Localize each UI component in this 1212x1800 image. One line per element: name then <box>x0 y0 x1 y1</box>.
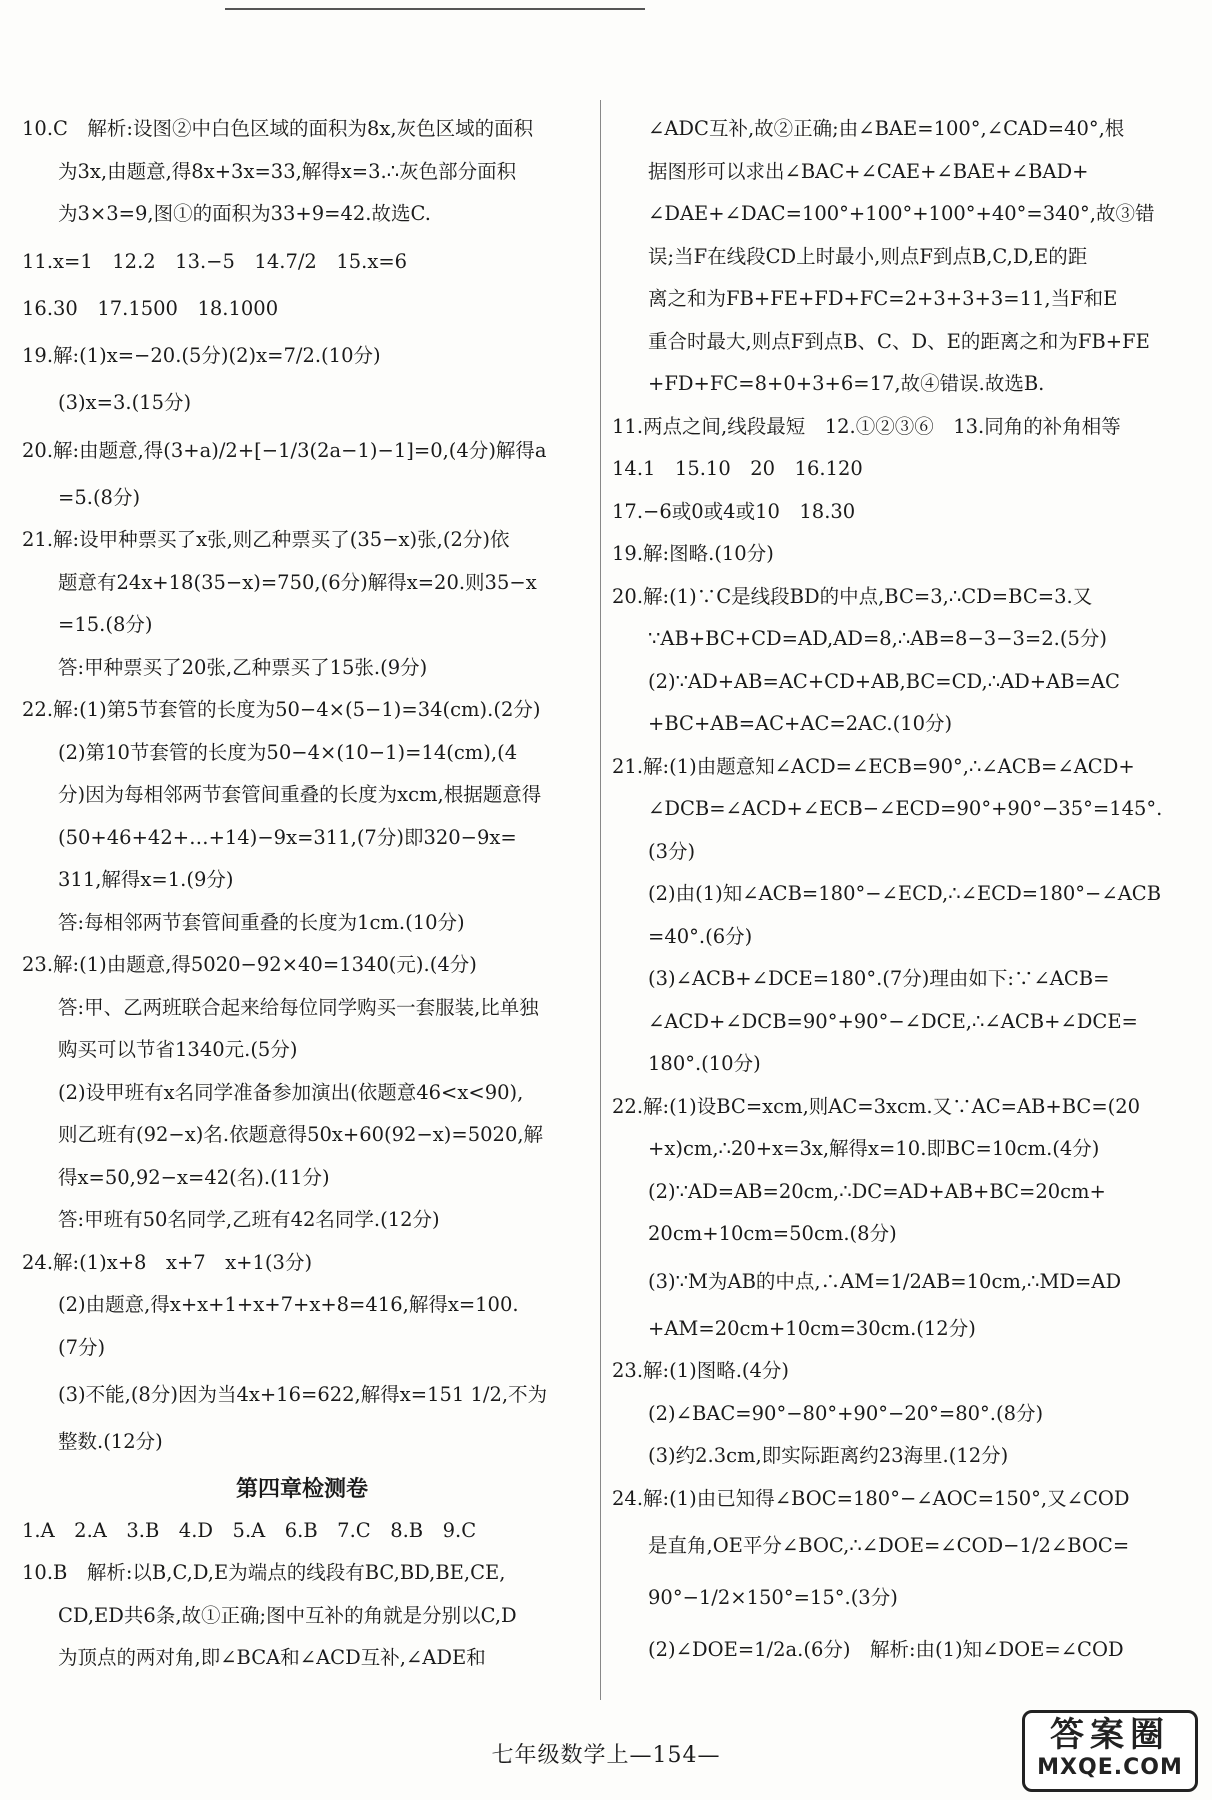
left-column <box>22 108 582 1680</box>
text-line: 答:甲、乙两班联合起来给每位同学购买一套服装,比单独 <box>58 995 539 1019</box>
text-line: =40°.(6分) <box>648 924 753 948</box>
text-line: 为3×3=9,图①的面积为33+9=42.故选C. <box>58 202 431 225</box>
text-line: (2)设甲班有x名同学准备参加演出(依题意46<x<90), <box>58 1080 524 1104</box>
text-line: 23.解:(1)由题意,得5020−92×40=1340(元).(4分) <box>22 953 477 976</box>
text-line: +x)cm,∴20+x=3x,解得x=10.即BC=10cm.(4分) <box>648 1137 1100 1160</box>
text-line: +FD+FC=8+0+3+6=17,故④错误.故选B. <box>648 372 1045 395</box>
text-line: ∠DCB=∠ACD+∠ECB−∠ECD=90°+90°−35°=145°. <box>648 797 1163 820</box>
text-line: (2)∵AD=AB=20cm,∴DC=AD+AB+BC=20cm+ <box>648 1179 1106 1203</box>
text-line: ∵AB+BC+CD=AD,AD=8,∴AB=8−3−3=2.(5分) <box>648 627 1108 650</box>
text-line: (2)∠DOE=1/2a.(6分) 解析:由(1)知∠DOE=∠COD <box>648 1638 1124 1661</box>
text-line: 311,解得x=1.(9分) <box>58 868 234 891</box>
text-line: (2)∠BAC=90°−80°+90°−20°=80°.(8分) <box>648 1401 1044 1425</box>
text-line: =5.(8分) <box>58 485 141 509</box>
text-line: 整数.(12分) <box>58 1430 163 1453</box>
text-line: 购买可以节省1340元.(5分) <box>58 1038 298 1061</box>
text-line: 20cm+10cm=50cm.(8分) <box>648 1222 897 1245</box>
text-line: 则乙班有(92−x)名.依题意得50x+60(92−x)=5020,解 <box>58 1123 544 1146</box>
text-line: 22.解:(1)设BC=xcm,则AC=3xcm.又∵AC=AB+BC=(20 <box>612 1094 1141 1118</box>
text-line: 20.解:由题意,得(3+a)/2+[−1/3(2a−1)−1]=0,(4分)解得a <box>22 438 547 462</box>
text-line: (3)x=3.(15分) <box>58 391 192 414</box>
text-line: +AM=20cm+10cm=30cm.(12分) <box>648 1316 976 1340</box>
text-line: 90°−1/2×150°=15°.(3分) <box>648 1586 898 1609</box>
text-line: 20.解:(1)∵C是线段BD的中点,BC=3,∴CD=BC=3.又 <box>612 584 1093 608</box>
watermark-text: 答案圈 <box>1050 1715 1170 1755</box>
text-line: 答:甲班有50名同学,乙班有42名同学.(12分) <box>58 1208 440 1231</box>
text-line: 11.两点之间,线段最短 12.①②③⑥ 13.同角的补角相等 <box>612 414 1121 438</box>
left-lines-2 <box>22 1510 582 1680</box>
text-line: 答:甲种票买了20张,乙种票买了15张.(9分) <box>58 655 428 679</box>
right-column <box>612 108 1197 1676</box>
text-line: +BC+AB=AC+AC=2AC.(10分) <box>648 712 953 735</box>
text-line: CD,ED共6条,故①正确;图中互补的角就是分别以C,D <box>58 1603 517 1627</box>
text-line: ∠ACD+∠DCB=90°+90°−∠DCE,∴∠ACB+∠DCE= <box>648 1009 1138 1033</box>
page-footer: 七年级数学上—154— <box>491 1743 721 1768</box>
text-line: 19.解:(1)x=−20.(5分)(2)x=7/2.(10分) <box>22 344 381 367</box>
text-line: 为3x,由题意,得8x+3x=33,解得x=3.∴灰色部分面积 <box>58 159 517 183</box>
text-line: (3)约2.3cm,即实际距离约23海里.(12分) <box>648 1444 1009 1467</box>
text-line: (7分) <box>58 1335 106 1359</box>
text-line: 180°.(10分) <box>648 1052 761 1075</box>
text-line: (3)不能,(8分)因为当4x+16=622,解得x=151 1/2,不为 <box>58 1383 548 1406</box>
text-line: (3分) <box>648 839 696 863</box>
text-line: (50+46+42+…+14)−9x=311,(7分)即320−9x= <box>58 825 517 849</box>
text-line: (2)∵AD+AB=AC+CD+AB,BC=CD,∴AD+AB=AC <box>648 669 1120 693</box>
text-line: 16.30 17.1500 18.1000 <box>22 296 279 320</box>
text-line: ∠ADC互补,故②正确;由∠BAE=100°,∠CAD=40°,根 <box>648 117 1125 140</box>
text-line: ∠DAE+∠DAC=100°+100°+100°+40°=340°,故③错 <box>648 202 1155 225</box>
text-line: 24.解:(1)由已知得∠BOC=180°−∠AOC=150°,又∠COD <box>612 1486 1130 1510</box>
text-line: 17.−6或0或4或10 18.30 <box>612 499 856 523</box>
left-lines <box>22 108 582 1464</box>
right-lines <box>612 108 1197 1676</box>
text-line: 重合时最大,则点F到点B、C、D、E的距离之和为FB+FE <box>648 329 1150 353</box>
text-line: 误;当F在线段CD上时最小,则点F到点B,C,D,E的距 <box>648 244 1088 268</box>
text-line: 答:每相邻两节套管间重叠的长度为1cm.(10分) <box>58 910 465 934</box>
text-line: 14.1 15.10 20 16.120 <box>612 457 863 480</box>
text-line: (2)由(1)知∠ACB=180°−∠ECD,∴∠ECD=180°−∠ACB <box>648 882 1162 905</box>
text-line: 为顶点的两对角,即∠BCA和∠ACD互补,∠ADE和 <box>58 1646 486 1669</box>
text-line: (3)∵M为AB的中点,∴AM=1/2AB=10cm,∴MD=AD <box>648 1269 1122 1293</box>
text-line: =15.(8分) <box>58 613 153 636</box>
text-line: 23.解:(1)图略.(4分) <box>612 1359 790 1382</box>
section-heading: 第四章检测卷 <box>235 1476 368 1502</box>
text-line: 19.解:图略.(10分) <box>612 542 774 565</box>
text-line: 10.C 解析:设图②中白色区域的面积为8x,灰色区域的面积 <box>22 117 534 140</box>
text-line: (2)由题意,得x+x+1+x+7+x+8=416,解得x=100. <box>58 1293 519 1316</box>
text-line: (3)∠ACB+∠DCE=180°.(7分)理由如下:∵∠ACB= <box>648 967 1110 990</box>
text-line: 24.解:(1)x+8 x+7 x+1(3分) <box>22 1250 313 1274</box>
text-line: (2)第10节套管的长度为50−4×(10−1)=14(cm),(4 <box>58 740 518 764</box>
text-line: 题意有24x+18(35−x)=750,(6分)解得x=20.则35−x <box>58 570 537 594</box>
text-line: 分)因为每相邻两节套管间重叠的长度为xcm,根据题意得 <box>58 783 542 806</box>
text-line: 22.解:(1)第5节套管的长度为50−4×(5−1)=34(cm).(2分) <box>22 698 541 721</box>
text-line: 21.解:(1)由题意知∠ACD=∠ECB=90°,∴∠ACB=∠ACD+ <box>612 754 1135 778</box>
text-line: 据图形可以求出∠BAC+∠CAE+∠BAE+∠BAD+ <box>648 159 1089 183</box>
watermark-url: MXQE.COM <box>1037 1755 1183 1780</box>
text-line: 21.解:设甲种票买了x张,则乙种票买了(35−x)张,(2分)依 <box>22 528 510 551</box>
text-line: 得x=50,92−x=42(名).(11分) <box>58 1165 330 1189</box>
top-rule <box>225 8 645 10</box>
column-divider <box>600 100 601 1700</box>
text-line: 11.x=1 12.2 13.−5 14.7/2 15.x=6 <box>22 249 408 273</box>
text-line: 1.A 2.A 3.B 4.D 5.A 6.B 7.C 8.B 9.C <box>22 1518 477 1542</box>
watermark-logo <box>1022 1710 1198 1792</box>
text-line: 离之和为FB+FE+FD+FC=2+3+3+3=11,当F和E <box>648 287 1118 310</box>
text-line: 是直角,OE平分∠BOC,∴∠DOE=∠COD−1/2∠BOC= <box>648 1534 1130 1557</box>
text-line: 10.B 解析:以B,C,D,E为端点的线段有BC,BD,BE,CE, <box>22 1561 506 1584</box>
